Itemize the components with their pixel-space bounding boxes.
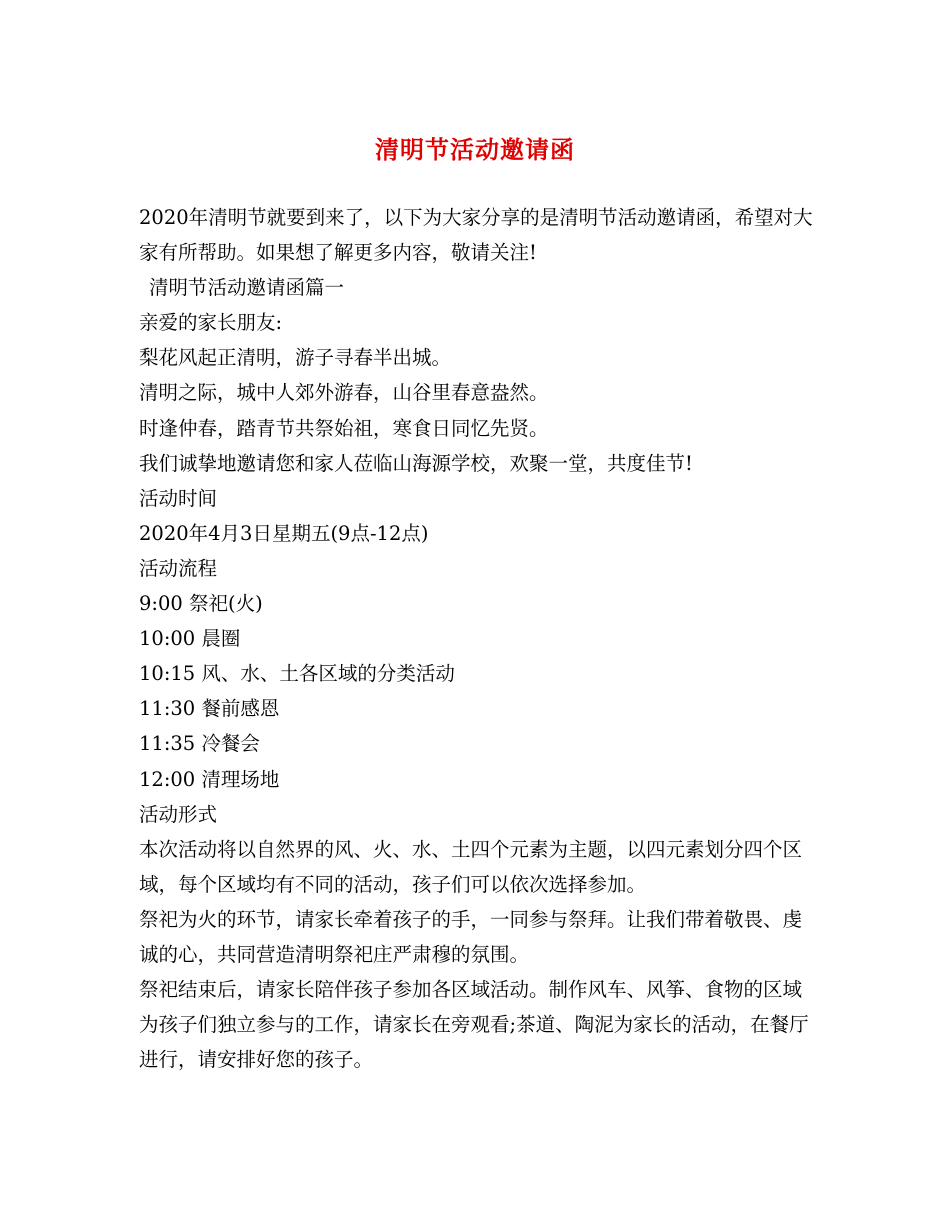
paragraph-poem-line-1: 梨花风起正清明，游子寻春半出城。 bbox=[139, 346, 452, 370]
paragraph-ceremony: 祭祀为火的环节，请家长牵着孩子的手，一同参与祭拜。让我们带着敬畏、虔诚的心，共同营造清明祭祀庄严肃穆的氛围。 bbox=[139, 907, 803, 966]
schedule-item: 9:00 祭祀(火) bbox=[139, 592, 263, 616]
paragraph-poem-line-3: 时逢仲春，踏青节共祭始祖，寒食日同忆先贤。 bbox=[139, 416, 549, 440]
paragraph-poem-line-2: 清明之际，城中人郊外游春，山谷里春意盎然。 bbox=[139, 381, 549, 405]
paragraph-event-date: 2020年4月3日星期五(9点-12点) bbox=[139, 521, 429, 545]
schedule-item: 12:00 清理场地 bbox=[139, 767, 280, 791]
paragraph-format-description: 本次活动将以自然界的风、火、水、土四个元素为主题，以四元素划分四个区域，每个区域均有不同的活动，孩子们可以依次选择参加。 bbox=[139, 837, 803, 896]
document-title: 清明节活动邀请函 bbox=[375, 135, 575, 164]
heading-event-format: 活动形式 bbox=[139, 802, 218, 826]
paragraph-greeting: 亲爱的家长朋友: bbox=[139, 311, 283, 335]
section-heading-invitation: 清明节活动邀请函篇一 bbox=[149, 276, 345, 300]
heading-event-time: 活动时间 bbox=[139, 486, 218, 510]
paragraph-after-ceremony: 祭祀结束后，请家长陪伴孩子参加各区域活动。制作风车、风筝、食物的区域为孩子们独立参与的工作，请家长在旁观看;茶道、陶泥为家长的活动，在餐厅进行，请安排好您的孩子。 bbox=[139, 978, 809, 1072]
document-body bbox=[139, 200, 817, 1077]
heading-schedule: 活动流程 bbox=[139, 556, 218, 580]
paragraph-invitation: 我们诚挚地邀请您和家人莅临山海源学校，欢聚一堂，共度佳节! bbox=[139, 451, 693, 475]
schedule-item: 10:15 风、水、土各区域的分类活动 bbox=[139, 662, 455, 686]
schedule-item: 11:30 餐前感恩 bbox=[139, 697, 280, 721]
schedule-item: 11:35 冷餐会 bbox=[139, 732, 260, 756]
schedule-item: 10:00 晨圈 bbox=[139, 627, 241, 651]
paragraph-intro: 2020年清明节就要到来了，以下为大家分享的是清明节活动邀请函，希望对大家有所帮助。如果想了解更多内容，敬请关注! bbox=[139, 206, 813, 265]
